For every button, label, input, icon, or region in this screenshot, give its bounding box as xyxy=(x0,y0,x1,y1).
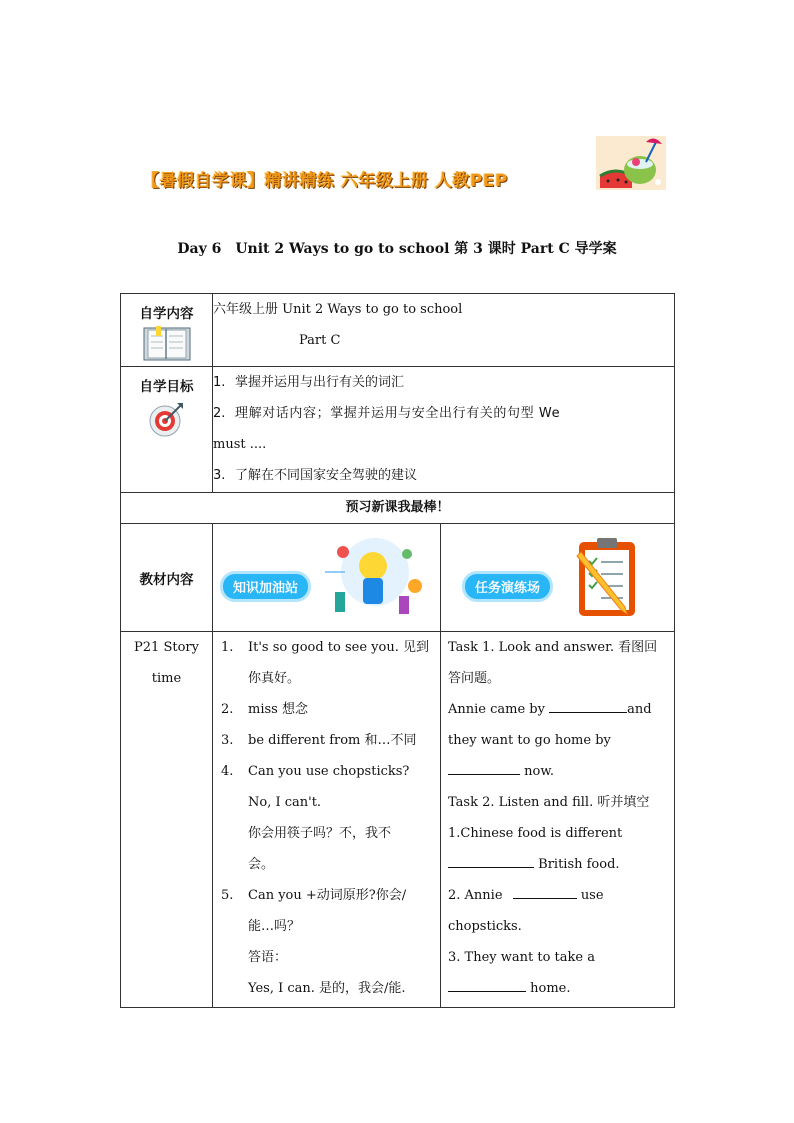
label-cell xyxy=(121,367,213,493)
knowledge-item xyxy=(221,880,440,911)
item-text: Can you use chopsticks? xyxy=(248,764,410,779)
label-cell xyxy=(121,524,213,632)
task-1-question-1 xyxy=(448,694,674,725)
task-1-question-3 xyxy=(448,756,674,787)
row-label: 自学目标 xyxy=(139,379,194,395)
question-text: Annie came by xyxy=(448,702,545,717)
goal-text: 掌握并运用与出行有关的词汇 xyxy=(235,375,405,390)
row-self-study-content xyxy=(121,294,675,367)
content-line-1: 六年级上册 Unit 2 Ways to go to school xyxy=(213,302,463,317)
goal-text: 理解对话内容；掌握并运用与安全出行有关的句型 We xyxy=(235,406,561,421)
task-2-question-3-continued xyxy=(448,973,674,1004)
question-text: 2. Annie xyxy=(448,888,503,903)
knowledge-item xyxy=(221,725,440,756)
clipboard-icon xyxy=(571,536,647,620)
study-guide-table xyxy=(120,293,675,1008)
question-text: use xyxy=(580,888,604,903)
summer-drink-icon xyxy=(596,136,666,190)
item-number: 1. xyxy=(221,640,234,655)
knowledge-item xyxy=(221,694,440,725)
item-text-continued: Yes, I can. 是的，我会/能. xyxy=(248,981,406,996)
goal-text-continued: must .... xyxy=(213,437,267,452)
row-section-heading xyxy=(121,493,675,524)
row-label: 教材内容 xyxy=(139,571,194,588)
task-2-title: Task 2. Listen and fill. 听并填空 xyxy=(448,795,650,810)
task-1-title: Task 1. Look and answer. 看图回 xyxy=(448,640,658,655)
row-label: 自学内容 xyxy=(139,306,194,322)
notebook-icon xyxy=(142,326,192,362)
item-number: 5. xyxy=(221,888,234,903)
answer-blank[interactable] xyxy=(513,885,577,899)
item-number: 4. xyxy=(221,764,234,779)
goal-number: 3. xyxy=(213,468,226,483)
task-practice-banner xyxy=(441,524,675,632)
knowledge-station-label: 知识加油站 xyxy=(223,574,308,599)
item-number: 2. xyxy=(221,702,234,717)
knowledge-item xyxy=(221,632,440,663)
knowledge-item xyxy=(221,756,440,787)
question-text: British food. xyxy=(538,857,620,872)
question-text: home. xyxy=(530,981,571,996)
item-text-continued: 你会用筷子吗？不，我不 xyxy=(248,826,392,841)
answer-blank[interactable] xyxy=(549,699,627,713)
item-text-continued: 会。 xyxy=(248,857,275,872)
content-line-2: Part C xyxy=(299,333,341,348)
goal-number: 1. xyxy=(213,375,226,390)
item-text: miss 想念 xyxy=(248,702,308,717)
item-text: Can you +动词原形?你会/ xyxy=(248,888,407,903)
content-cell xyxy=(213,294,675,367)
section-heading: 预习新课我最棒！ xyxy=(121,493,675,524)
task-1-question-2: they want to go home by xyxy=(448,733,611,748)
goals-cell xyxy=(213,367,675,493)
task-2-question-2-continued: chopsticks. xyxy=(448,919,522,934)
item-text-continued: 能…吗？ xyxy=(248,919,301,934)
label-cell xyxy=(121,632,213,1008)
task-1-title-continued: 答问题。 xyxy=(448,671,501,686)
question-text: now. xyxy=(524,764,555,779)
document-title: Day 6 Unit 2 Ways to go to school 第 3 课时 Part C 导学案 xyxy=(177,241,617,257)
goal-text: 了解在不同国家安全驾驶的建议 xyxy=(235,468,418,483)
item-text: It's so good to see you. 见到 xyxy=(248,640,429,655)
question-text: and xyxy=(627,702,652,717)
goal-number: 2. xyxy=(213,406,226,421)
goal-item xyxy=(213,398,674,429)
row-self-study-goals xyxy=(121,367,675,493)
task-2-question-1-continued xyxy=(448,849,674,880)
task-2-question-2 xyxy=(448,880,674,911)
knowledge-list xyxy=(213,632,441,1008)
task-practice-label: 任务演练场 xyxy=(465,574,550,599)
goal-item xyxy=(213,460,674,491)
header-banner xyxy=(138,136,668,194)
science-illustration-icon xyxy=(315,532,435,622)
row-label-line-1: P21 Story xyxy=(134,640,199,655)
answer-blank[interactable] xyxy=(448,978,526,992)
task-2-question-1: 1.Chinese food is different xyxy=(448,826,623,841)
task-list xyxy=(441,632,675,1008)
row-label-line-2: time xyxy=(151,671,182,686)
label-cell xyxy=(121,294,213,367)
task-2-question-3: 3. They want to take a xyxy=(448,950,595,965)
item-text-continued: No, I can't. xyxy=(248,795,322,810)
item-number: 3. xyxy=(221,733,234,748)
row-story-time xyxy=(121,632,675,1008)
goal-item xyxy=(213,367,674,398)
banner-title: 【暑假自学课】精讲精练 六年级上册 人教PEP xyxy=(142,171,508,191)
answer-blank[interactable] xyxy=(448,854,534,868)
answer-blank[interactable] xyxy=(448,761,520,775)
item-text-continued: 你真好。 xyxy=(248,671,301,686)
item-text: be different from 和…不同 xyxy=(248,733,417,748)
row-textbook-content xyxy=(121,524,675,632)
knowledge-station-banner xyxy=(213,524,441,632)
item-text-continued: 答语： xyxy=(248,950,288,965)
target-icon xyxy=(147,399,187,439)
